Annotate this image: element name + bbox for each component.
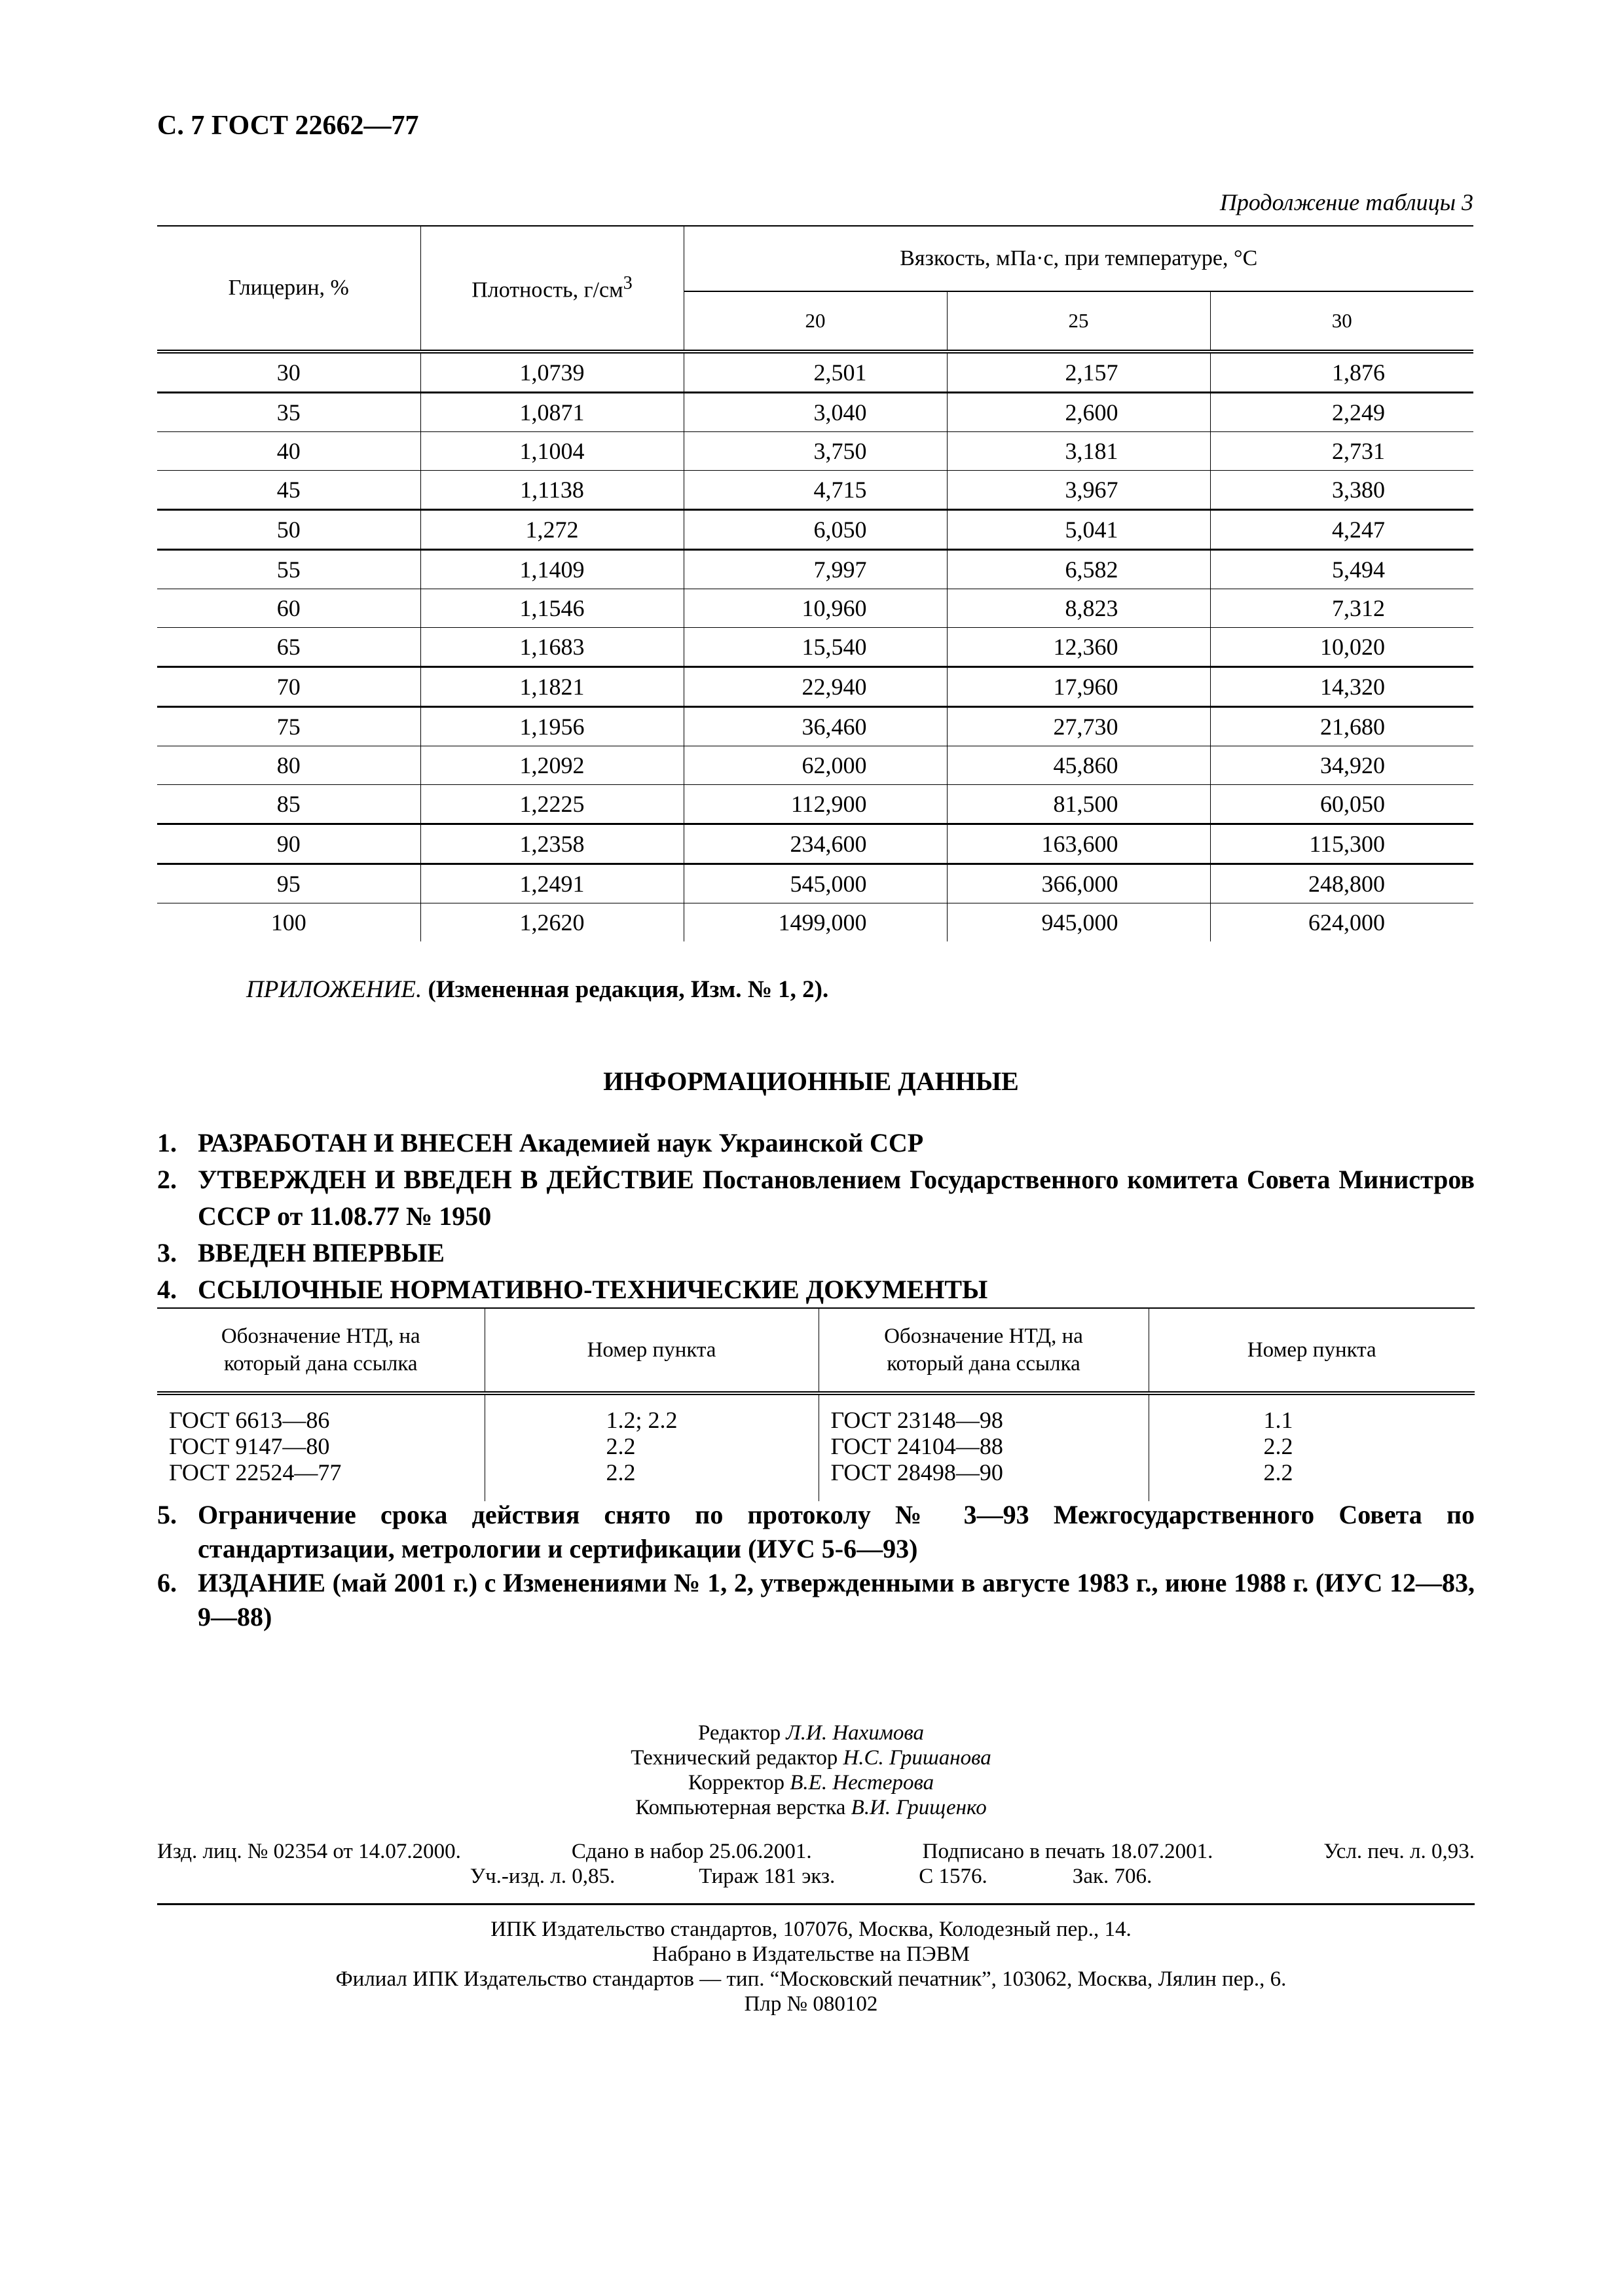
cell-visc-30: 3,380	[1210, 471, 1473, 510]
cell-visc-30: 34,920	[1210, 746, 1473, 785]
cell-density: 1,2225	[420, 785, 684, 824]
credit-editor	[0, 1721, 1622, 1745]
item-text: Академией наук Украинской ССР	[512, 1128, 924, 1157]
credit-role: Редактор	[698, 1721, 786, 1745]
cell-visc-20: 6,050	[684, 510, 947, 550]
item-caps: УТВЕРЖДЕН И ВВЕДЕН В ДЕЙСТВИЕ	[198, 1165, 694, 1194]
divider-rule	[157, 1903, 1475, 1905]
cell-density: 1,2620	[420, 903, 684, 942]
ref-table-body	[157, 1393, 1475, 1501]
cell-glycerin: 70	[157, 667, 420, 707]
cell-visc-30: 115,300	[1210, 824, 1473, 864]
cell-visc-30: 2,731	[1210, 432, 1473, 471]
table-row	[157, 471, 1473, 510]
item-caps: РАЗРАБОТАН И ВНЕСЕН	[198, 1128, 513, 1157]
table-row	[157, 550, 1473, 589]
item-number: 1.	[157, 1128, 177, 1157]
credit-name: Н.С. Гришанова	[843, 1746, 991, 1770]
cell-glycerin: 30	[276, 359, 301, 386]
cell-visc-20: 112,900	[684, 785, 947, 824]
item-text: Постановлением Государственного комитета Совета Министров СССР от 11.08.77 № 1950	[198, 1165, 1475, 1231]
cell-density: 1,272	[420, 510, 684, 550]
table-row	[157, 903, 1473, 942]
ref-point-right: 1.1	[1149, 1393, 1475, 1433]
cell-visc-20: 545,000	[684, 864, 947, 903]
cell-density: 1,1004	[420, 432, 684, 471]
cell-glycerin: 50	[157, 510, 420, 550]
imprint-code: С 1576.	[919, 1865, 987, 1888]
item-caps: ВВЕДЕН ВПЕРВЫЕ	[198, 1238, 445, 1267]
ref-doc-right: ГОСТ 28498—90	[819, 1459, 1149, 1501]
appendix-note	[246, 975, 828, 1004]
cell-density: 1,2092	[420, 746, 684, 785]
table-body	[157, 352, 1473, 941]
table-row	[157, 628, 1473, 667]
header-glycerin: Глицерин, %	[228, 276, 349, 300]
credit-role: Компьютерная верстка	[635, 1796, 851, 1819]
ref-point-left: 1.2; 2.2	[485, 1393, 819, 1433]
header-density-sup: 3	[623, 273, 633, 294]
header-temp-30: 30	[1210, 291, 1473, 352]
info-item-1	[157, 1125, 1475, 1161]
cell-visc-25: 5,041	[947, 510, 1210, 550]
ref-doc-left: ГОСТ 9147—80	[169, 1433, 330, 1459]
cell-density: 1,1546	[420, 589, 684, 628]
ref-doc-left: ГОСТ 22524—77	[169, 1459, 342, 1485]
table-row	[157, 667, 1473, 707]
info-list-bottom	[157, 1498, 1475, 1634]
cell-visc-30: 14,320	[1210, 667, 1473, 707]
table-row	[157, 393, 1473, 432]
cell-visc-30: 60,050	[1210, 785, 1473, 824]
cell-visc-20: 2,501	[684, 352, 947, 393]
info-item-3	[157, 1235, 1475, 1271]
credit-name: Л.И. Нахимова	[786, 1721, 924, 1745]
cell-visc-25: 366,000	[947, 864, 1210, 903]
header-density-label: Плотность, г/см	[471, 278, 623, 302]
cell-density: 1,2358	[420, 824, 684, 864]
cell-glycerin: 85	[157, 785, 420, 824]
cell-visc-20: 7,997	[684, 550, 947, 589]
cell-visc-20: 10,960	[684, 589, 947, 628]
publisher-line: ИПК Издательство стандартов, 107076, Москва, Колодезный пер., 14.	[490, 1918, 1132, 1941]
cell-visc-30: 624,000	[1210, 903, 1473, 942]
info-item-2	[157, 1161, 1475, 1235]
cell-visc-25: 8,823	[947, 589, 1210, 628]
header-temp-20: 20	[684, 291, 947, 352]
credit-corrector	[0, 1770, 1622, 1795]
cell-visc-30: 1,876	[1210, 352, 1473, 393]
cell-visc-30: 4,247	[1210, 510, 1473, 550]
item-text: (май 2001 г.) с Изменениями № 1, 2, утвержденными в августе 1983 г., июне 1988 г. (ИУС 12—83, 9—88)	[198, 1568, 1475, 1631]
cell-visc-25: 945,000	[947, 903, 1210, 942]
table-continuation-label: Продолжение таблицы 3	[1219, 189, 1473, 215]
cell-glycerin: 55	[157, 550, 420, 589]
imprint-line-1	[157, 1840, 1475, 1864]
item-number: 3.	[157, 1238, 177, 1267]
table-row	[157, 785, 1473, 824]
imprint-pub-sheets: Уч.-изд. л. 0,85.	[470, 1865, 616, 1888]
cell-density: 1,2491	[420, 864, 684, 903]
ref-table-row	[157, 1433, 1475, 1459]
ref-point-right: 2.2	[1149, 1433, 1475, 1459]
item-number: 2.	[157, 1165, 177, 1194]
cell-visc-20: 15,540	[684, 628, 947, 667]
cell-density: 1,0871	[420, 393, 684, 432]
info-item-5	[157, 1498, 1475, 1566]
cell-density: 1,1138	[420, 471, 684, 510]
ref-point-left: 2.2	[485, 1433, 819, 1459]
cell-visc-20: 36,460	[684, 707, 947, 746]
cell-visc-20: 22,940	[684, 667, 947, 707]
table-row	[157, 589, 1473, 628]
info-list-top	[157, 1125, 1475, 1308]
cell-visc-30: 248,800	[1210, 864, 1473, 903]
cell-glycerin: 65	[157, 628, 420, 667]
cell-visc-20: 62,000	[684, 746, 947, 785]
cell-density: 1,1409	[420, 550, 684, 589]
cell-density: 1,1821	[420, 667, 684, 707]
appendix-text: (Измененная редакция, Изм. № 1, 2).	[422, 976, 829, 1003]
cell-visc-25: 6,582	[947, 550, 1210, 589]
reference-documents-table	[157, 1307, 1475, 1501]
cell-visc-25: 3,181	[947, 432, 1210, 471]
cell-visc-25: 27,730	[947, 707, 1210, 746]
imprint-line-2	[0, 1865, 1622, 1889]
publisher-line: Плр № 080102	[744, 1992, 878, 2016]
ref-doc-right: ГОСТ 23148—98	[819, 1393, 1149, 1433]
ref-table-row	[157, 1393, 1475, 1433]
table-row	[157, 746, 1473, 785]
credits-block	[0, 1721, 1622, 1820]
info-title: ИНФОРМАЦИОННЫЕ ДАННЫЕ	[603, 1066, 1019, 1096]
cell-visc-25: 163,600	[947, 824, 1210, 864]
ref-doc-right: ГОСТ 24104—88	[819, 1433, 1149, 1459]
info-item-6	[157, 1566, 1475, 1634]
table-row	[157, 432, 1473, 471]
item-caps: ИЗДАНИЕ	[198, 1568, 326, 1597]
cell-visc-30: 2,249	[1210, 393, 1473, 432]
ref-header-point-right: Номер пункта	[1149, 1308, 1475, 1393]
cell-visc-20: 1499,000	[684, 903, 947, 942]
imprint-license: Изд. лиц. № 02354 от 14.07.2000.	[157, 1840, 461, 1863]
header-viscosity: Вязкость, мПа·с, при температуре, °С	[684, 226, 1473, 291]
cell-glycerin: 40	[157, 432, 420, 471]
cell-visc-30: 21,680	[1210, 707, 1473, 746]
cell-visc-20: 4,715	[684, 471, 947, 510]
publisher-line: Филиал ИПК Издательство стандартов — тип. “Московский печатник”, 103062, Москва, Лялин пер., 6.	[335, 1967, 1287, 1991]
cell-glycerin: 80	[157, 746, 420, 785]
header-temp-25: 25	[947, 291, 1210, 352]
imprint-circulation: Тираж 181 экз.	[699, 1865, 836, 1888]
cell-density: 1,1683	[420, 628, 684, 667]
header-density	[420, 226, 684, 352]
cell-visc-25: 2,600	[947, 393, 1210, 432]
credit-layout	[0, 1795, 1622, 1820]
cell-visc-25: 12,360	[947, 628, 1210, 667]
ref-header-doc-right: Обозначение НТД, на который дана ссылка	[819, 1308, 1149, 1393]
table-row	[157, 510, 1473, 550]
appendix-label: ПРИЛОЖЕНИЕ.	[246, 976, 422, 1003]
cell-visc-20: 234,600	[684, 824, 947, 864]
ref-doc-left: ГОСТ 6613—86	[169, 1407, 330, 1433]
cell-visc-30: 10,020	[1210, 628, 1473, 667]
cell-glycerin: 35	[157, 393, 420, 432]
cell-visc-30: 5,494	[1210, 550, 1473, 589]
publisher-line: Набрано в Издательстве на ПЭВМ	[652, 1942, 970, 1966]
imprint-print-date: Подписано в печать 18.07.2001.	[922, 1840, 1213, 1863]
cell-glycerin: 100	[157, 903, 420, 942]
imprint-print-sheets: Усл. печ. л. 0,93.	[1323, 1840, 1475, 1863]
credit-name: В.Е. Нестерова	[790, 1771, 934, 1795]
cell-visc-30: 7,312	[1210, 589, 1473, 628]
cell-visc-25: 3,967	[947, 471, 1210, 510]
item-text: Ограничение срока действия снято по протоколу № 3—93 Межгосударственного Совета по стандартизации, метрологии и сертификации (ИУС 5-6—93)	[198, 1500, 1475, 1563]
credit-name: В.И. Грищенко	[851, 1796, 987, 1819]
table-row	[157, 707, 1473, 746]
cell-visc-20: 3,040	[684, 393, 947, 432]
page-header: С. 7 ГОСТ 22662—77	[157, 111, 419, 141]
publisher-block	[0, 1917, 1622, 2016]
cell-visc-25: 81,500	[947, 785, 1210, 824]
cell-visc-20: 3,750	[684, 432, 947, 471]
cell-glycerin: 90	[157, 824, 420, 864]
table-row	[157, 824, 1473, 864]
cell-density: 1,1956	[420, 707, 684, 746]
ref-header-doc-left: Обозначение НТД, на который дана ссылка	[157, 1308, 485, 1393]
item-caps: ССЫЛОЧНЫЕ НОРМАТИВНО-ТЕХНИЧЕСКИЕ ДОКУМЕНТЫ	[198, 1275, 988, 1304]
item-number: 5.	[157, 1500, 177, 1529]
credit-tech-editor	[0, 1745, 1622, 1770]
imprint-order: Зак. 706.	[1072, 1865, 1152, 1888]
cell-visc-25: 45,860	[947, 746, 1210, 785]
cell-glycerin: 45	[157, 471, 420, 510]
cell-glycerin: 60	[157, 589, 420, 628]
cell-glycerin: 75	[157, 707, 420, 746]
credit-role: Технический редактор	[631, 1746, 843, 1770]
item-number: 4.	[157, 1275, 177, 1304]
cell-visc-25: 17,960	[947, 667, 1210, 707]
imprint-typeset-date: Сдано в набор 25.06.2001.	[571, 1840, 812, 1863]
cell-visc-25: 2,157	[947, 352, 1210, 393]
ref-header-point-left: Номер пункта	[485, 1308, 819, 1393]
ref-point-right: 2.2	[1149, 1459, 1475, 1501]
table-row	[157, 864, 1473, 903]
ref-table-row	[157, 1459, 1475, 1501]
credit-role: Корректор	[688, 1771, 790, 1795]
ref-point-left: 2.2	[485, 1459, 819, 1501]
cell-glycerin: 95	[157, 864, 420, 903]
info-item-4	[157, 1271, 1475, 1308]
cell-density: 1,0739	[420, 352, 684, 393]
item-number: 6.	[157, 1568, 177, 1597]
glycerin-viscosity-table	[157, 225, 1473, 941]
table-row	[157, 352, 1473, 393]
